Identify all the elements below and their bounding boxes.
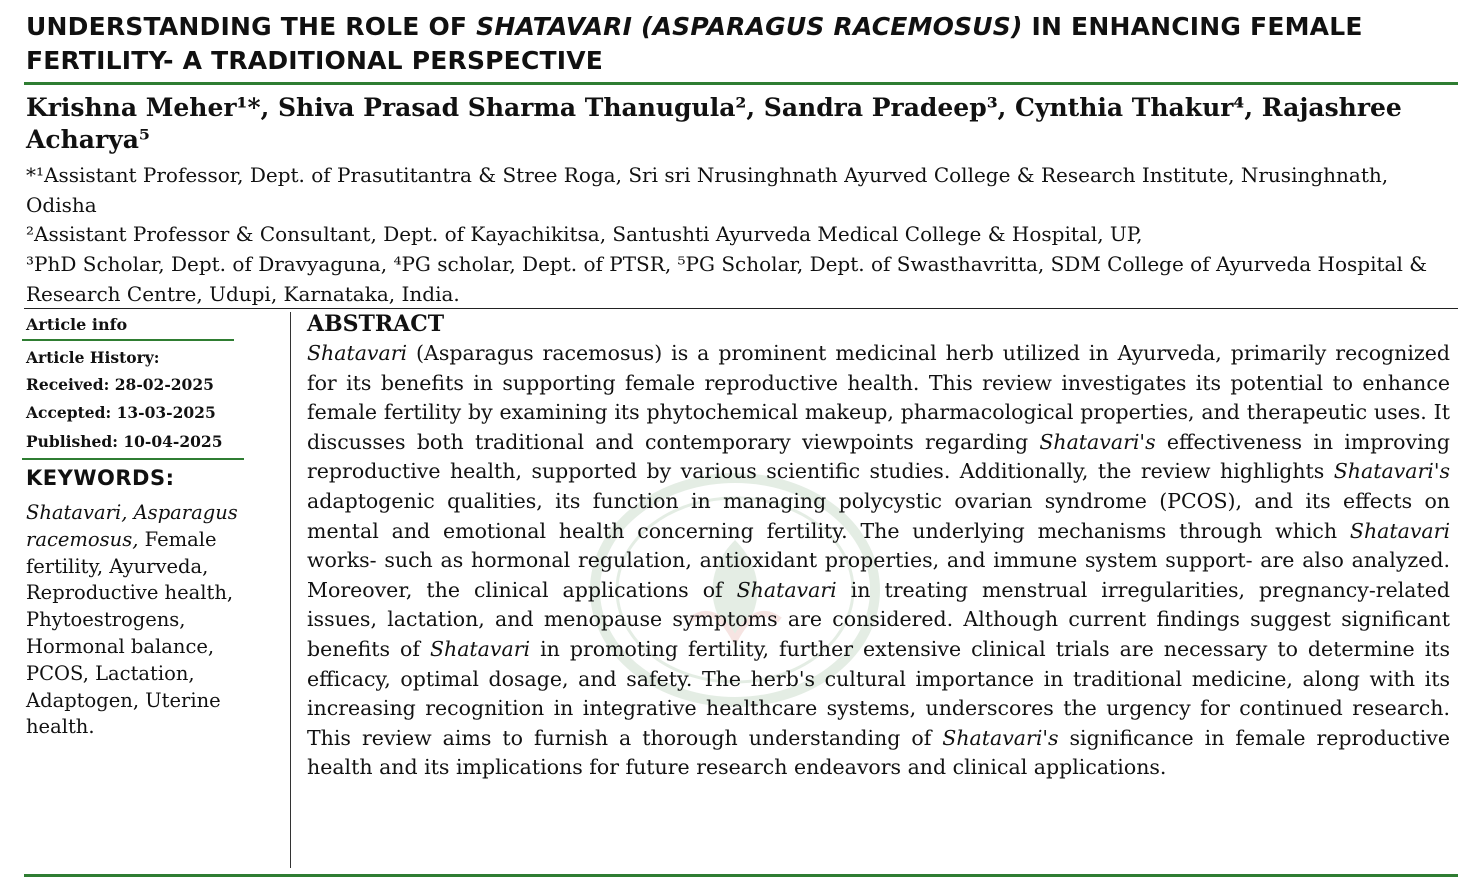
abstract-italic: Shatavari	[1349, 518, 1450, 543]
keywords-heading: KEYWORDS:	[26, 466, 175, 490]
abstract-text: effectiveness in improving reproductive health, supported by various scientific studies. Additionally, the review highlights	[307, 429, 1450, 484]
abstract-italic: Shatavari	[307, 341, 408, 365]
author-list: Krishna Meher¹*, Shiva Prasad Sharma Thanugula², Sandra Pradeep³, Cynthia Thakur⁴, Rajashree Acharya⁵	[26, 93, 1402, 154]
title-part-1: UNDERSTANDING THE ROLE OF	[26, 12, 477, 41]
abstract-text: in treating menstrual irregularities, pregnancy-related issues, lactation, and menopause symptoms are considered. Although current findings suggest significant benefits of	[307, 577, 1450, 661]
abstract-italic: Shatavari's	[1039, 429, 1156, 454]
affiliation-2: ²Assistant Professor & Consultant, Dept. of Kayachikitsa, Santushti Ayurveda Medical College & Hospital, UP,	[26, 222, 1143, 246]
title-divider	[24, 82, 1458, 85]
paper-title	[26, 10, 1446, 78]
header-divider	[24, 308, 1458, 309]
abstract-italic: Shatavari's	[1333, 459, 1450, 484]
published-date: Published: 10-04-2025	[26, 432, 223, 451]
abstract-italic: Shatavari	[429, 636, 531, 661]
abstract-text: (Asparagus racemosus) is a prominent medicinal herb utilized in Ayurveda, primarily recognized for its benefits in supporting female reproductive health. This review investigates its potential to enhance female fertility by examining its phytochemical makeup, pharmacological properties, and therapeutic uses. It discusses both traditional and contemporary viewpoints regarding	[307, 341, 1450, 454]
abstract-text: adaptogenic qualities, its function in managing polycystic ovarian syndrome (PCOS), and its effects on mental and emotional health concerning fertility. The underlying mechanisms through which	[307, 488, 1450, 543]
title-part-2: IN ENHANCING FEMALE FERTILITY- A TRADITIONAL PERSPECTIVE	[26, 12, 1363, 75]
article-info-heading: Article info	[26, 315, 128, 334]
article-history-heading: Article History:	[26, 348, 160, 367]
abstract-heading: ABSTRACT	[307, 311, 445, 337]
keywords-list	[26, 500, 256, 741]
accepted-date: Accepted: 13-03-2025	[26, 403, 216, 422]
affiliation-3: ³PhD Scholar, Dept. of Dravyaguna, ⁴PG scholar, Dept. of PTSR, ⁵PG Scholar, Dept. of Swasthavritta, SDM College of Ayurveda Hospital & Research Centre, Udupi, Karnataka, India.	[26, 252, 1428, 306]
article-info-divider	[22, 339, 234, 341]
abstract-body	[307, 339, 1450, 783]
footer-divider	[24, 874, 1458, 877]
abstract-italic: Shatavari's	[942, 725, 1059, 750]
abstract-text: significance in female reproductive health and its implications for future research endeavors and clinical applications.	[307, 725, 1450, 780]
abstract-text: works- such as hormonal regulation, antioxidant properties, and immune system support- are also analyzed. Moreover, the clinical applications of	[307, 548, 1450, 602]
article-history-divider	[22, 458, 244, 460]
abstract-italic: Shatavari	[736, 577, 837, 602]
affiliation-1: *¹Assistant Professor, Dept. of Prasutitantra & Stree Roga, Sri sri Nrusinghnath Ayurved College & Research Institute, Nrusinghnath, Odisha	[26, 163, 1389, 217]
abstract-text: in promoting fertility, further extensive clinical trials are necessary to determine its efficacy, optimal dosage, and safety. The herb's cultural importance in traditional medicine, along with its increasing recognition in integrative healthcare systems, underscores the urgency for continued research. This review aims to furnish a thorough understanding of	[307, 636, 1451, 750]
keywords-rest: Female fertility, Ayurveda, Reproductive health, Phytoestrogens, Hormonal balance, PCOS, Lactation, Adaptogen, Uterine health.	[26, 527, 234, 739]
column-divider	[290, 312, 291, 868]
title-italic: SHATAVARI (ASPARAGUS RACEMOSUS)	[476, 12, 1023, 41]
keywords-italic: Shatavari, Asparagus racemosus,	[26, 501, 238, 551]
received-date: Received: 28-02-2025	[26, 375, 214, 394]
